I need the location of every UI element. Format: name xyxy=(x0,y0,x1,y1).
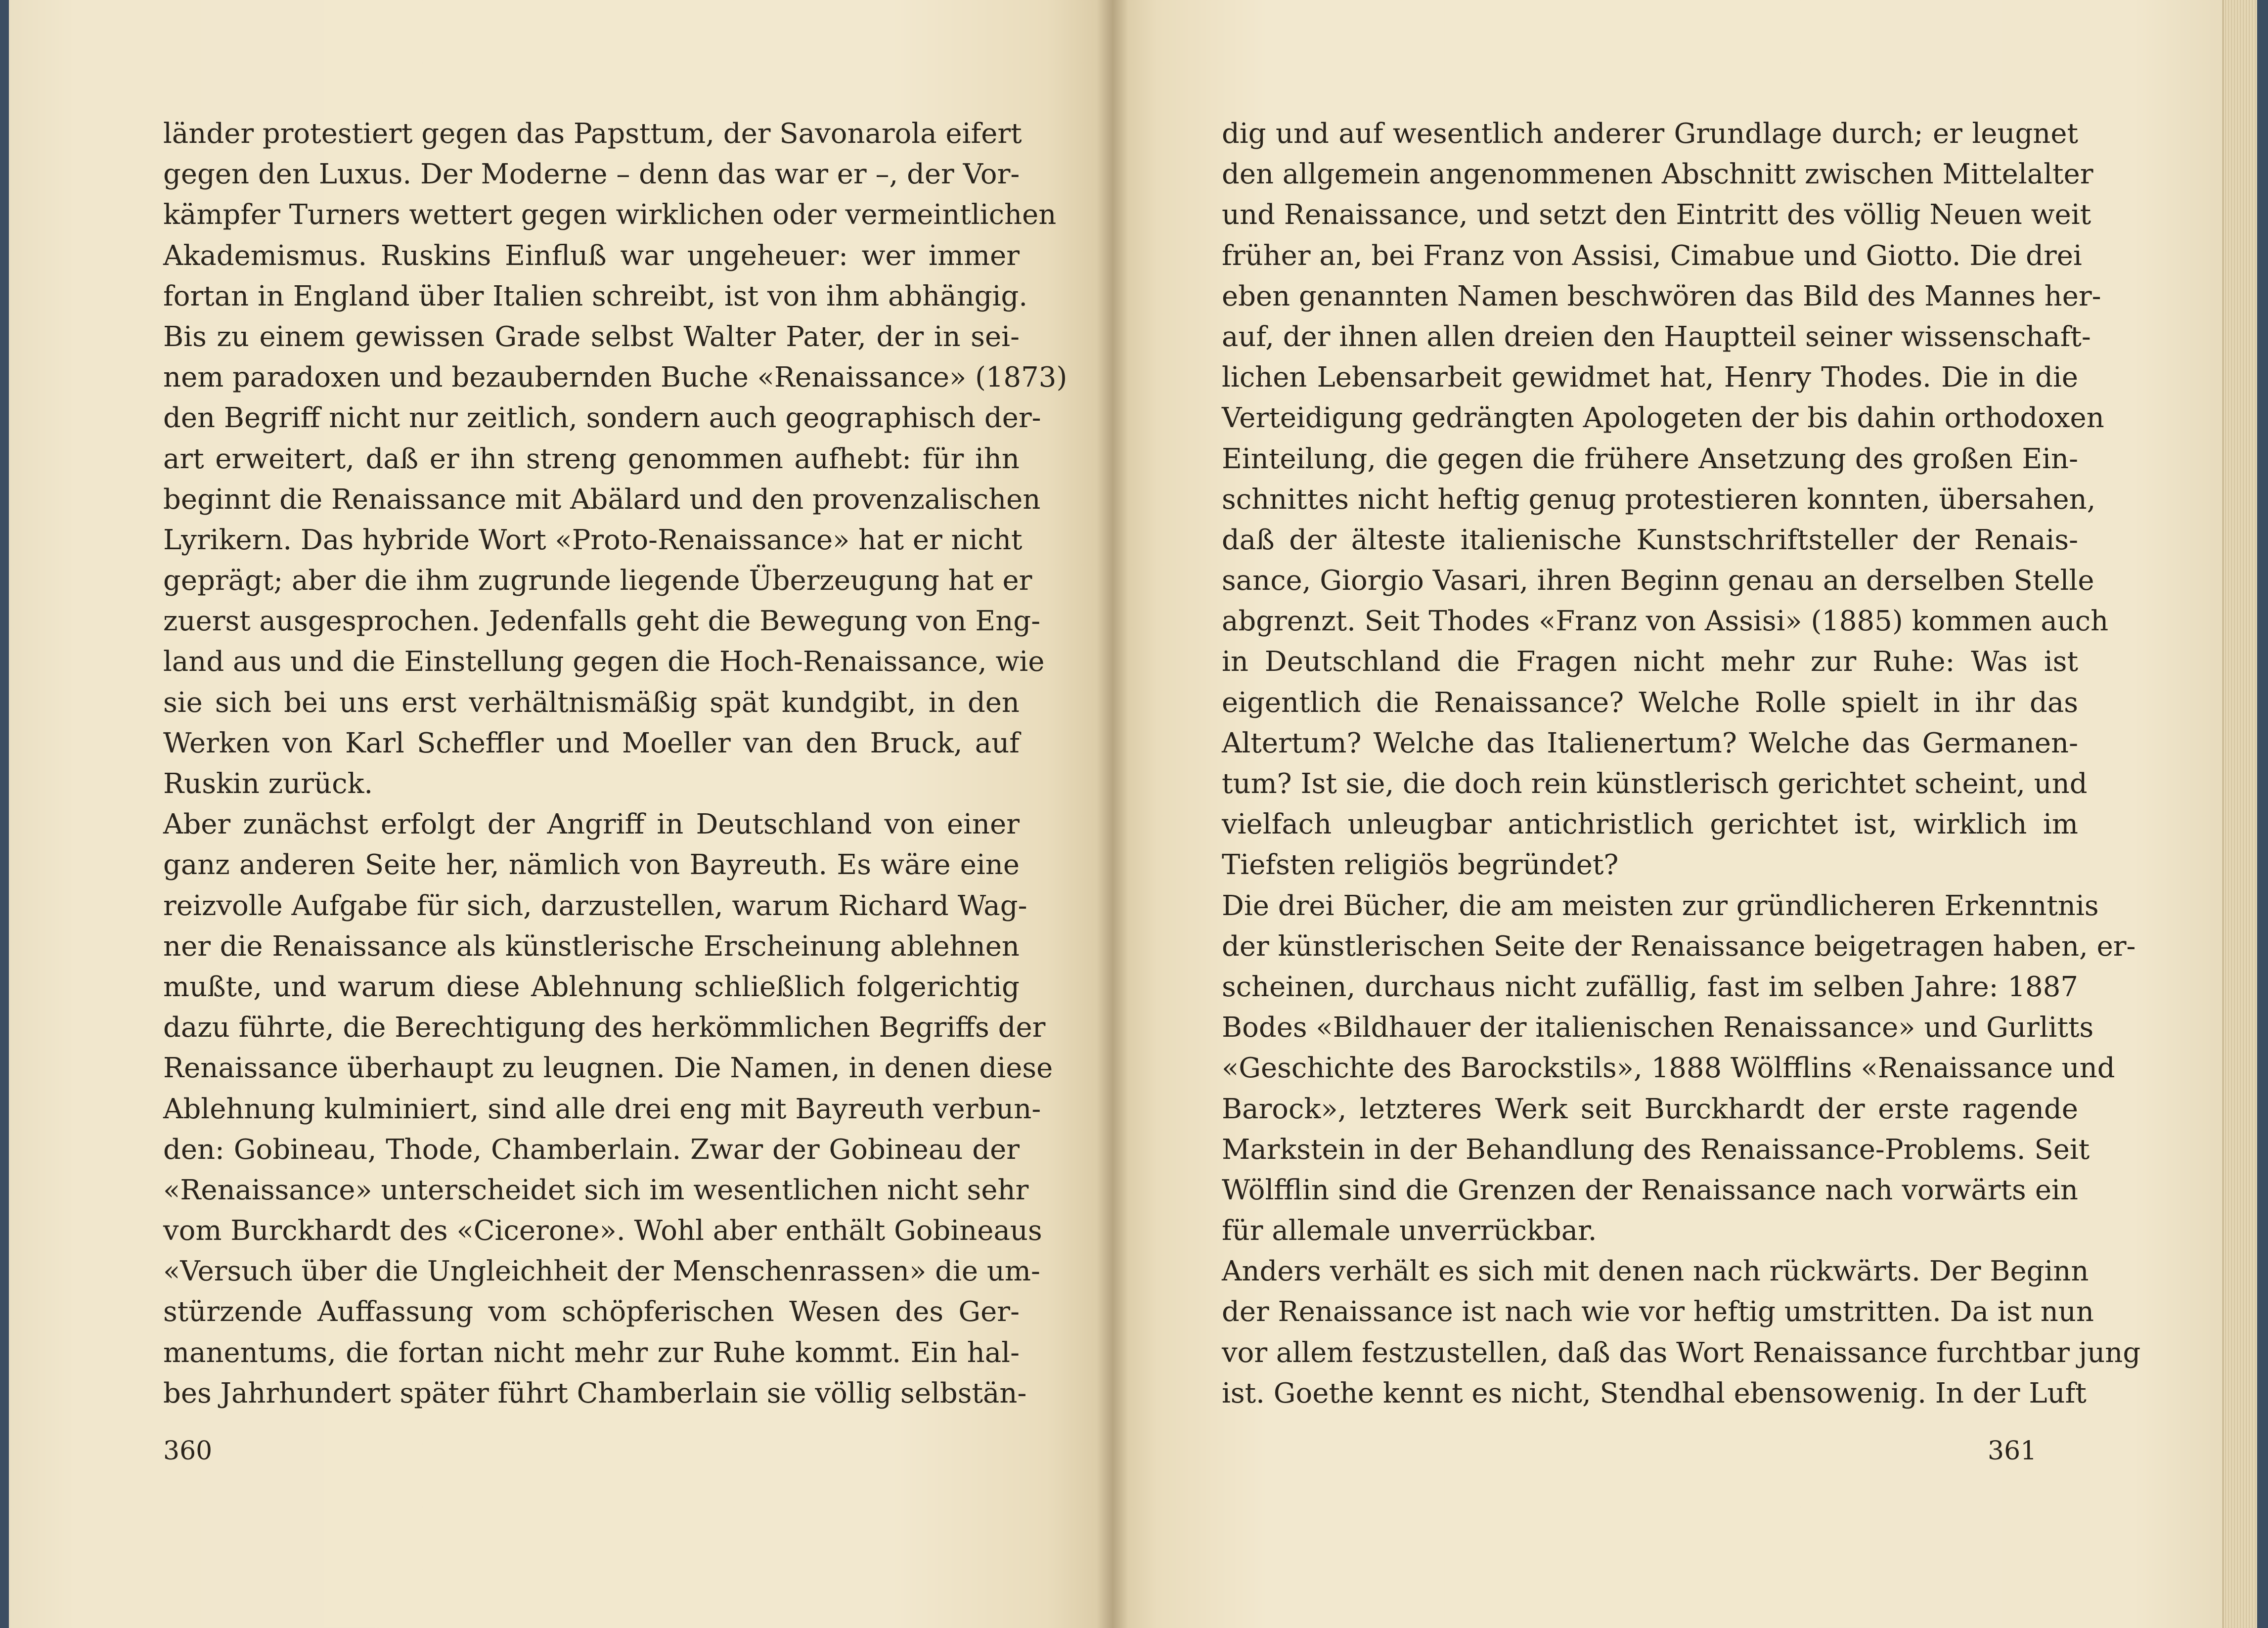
text-line: bes Jahrhundert später führt Chamberlain sie völlig selbstän- xyxy=(163,1377,1027,1409)
text-line: eben genannten Namen beschwören das Bild des Mannes her- xyxy=(1222,280,2101,312)
text-line: «Versuch über die Ungleichheit der Menschenrassen» die um- xyxy=(163,1255,1040,1288)
text-line: geprägt; aber die ihm zugrunde liegende Überzeugung hat er xyxy=(163,565,1032,597)
left-page xyxy=(9,0,1112,1628)
text-line: Verteidigung gedrängten Apologeten der bis dahin orthodoxen xyxy=(1222,402,2104,435)
text-line: dig und auf wesentlich anderer Grundlage durch; er leugnet xyxy=(1222,118,2078,150)
text-line: Barock», letzteres Werk seit Burckhardt der erste ragende xyxy=(1222,1093,2078,1125)
right-page-text xyxy=(1222,114,2141,1414)
text-line: Bis zu einem gewissen Grade selbst Walter Pater, der in sei- xyxy=(163,320,1020,353)
text-line: scheinen, durchaus nicht zufällig, fast im selben Jahre: 1887 xyxy=(1222,970,2078,1003)
text-line: art erweitert, daß er ihn streng genommen aufhebt: für ihn xyxy=(163,442,1020,475)
text-line: ist. Goethe kennt es nicht, Stendhal ebensowenig. In der Luft xyxy=(1222,1377,2087,1409)
text-line: Lyrikern. Das hybride Wort «Proto-Renaissance» hat er nicht xyxy=(163,524,1023,556)
text-line: daß der älteste italienische Kunstschriftsteller der Renais- xyxy=(1222,524,2078,556)
text-line: fortan in England über Italien schreibt, ist von ihm abhängig. xyxy=(163,280,1028,312)
text-line: reizvolle Aufgabe für sich, darzustellen, warum Richard Wag- xyxy=(163,889,1027,922)
text-line: und Renaissance, und setzt den Eintritt des völlig Neuen weit xyxy=(1222,199,2091,231)
text-line: abgrenzt. Seit Thodes «Franz von Assisi» (1885) kommen auch xyxy=(1222,605,2109,638)
right-page xyxy=(1112,0,2223,1628)
text-line: «Renaissance» unterscheidet sich im wesentlichen nicht sehr xyxy=(163,1174,1029,1206)
text-line: Wölfflin sind die Grenzen der Renaissance nach vorwärts ein xyxy=(1222,1174,2078,1206)
text-line: stürzende Auffassung vom schöpferischen Wesen des Ger- xyxy=(163,1296,1020,1328)
page-number-left: 360 xyxy=(163,1436,213,1466)
text-line: länder protestiert gegen das Papsttum, der Savonarola eifert xyxy=(163,118,1022,150)
text-line: den Begriff nicht nur zeitlich, sondern auch geographisch der- xyxy=(163,402,1041,435)
text-line: beginnt die Renaissance mit Abälard und den provenzalischen xyxy=(163,483,1041,516)
text-line: Markstein in der Behandlung des Renaissance-Problems. Seit xyxy=(1222,1133,2090,1166)
text-line: Tiefsten religiös begründet? xyxy=(1222,849,1619,881)
text-line: der Renaissance ist nach wie vor heftig umstritten. Da ist nun xyxy=(1222,1296,2094,1328)
text-line: auf, der ihnen allen dreien den Hauptteil seiner wissenschaft- xyxy=(1222,320,2091,353)
text-line: vielfach unleugbar antichristlich gerichtet ist, wirklich im xyxy=(1222,808,2078,841)
text-line: nem paradoxen und bezaubernden Buche «Renaissance» (1873) xyxy=(163,361,1067,394)
text-line: vor allem festzustellen, daß das Wort Renaissance furchtbar jung xyxy=(1222,1336,2141,1369)
text-line: Renaissance überhaupt zu leugnen. Die Namen, in denen diese xyxy=(163,1052,1053,1085)
text-line: Altertum? Welche das Italienertum? Welche das Germanen- xyxy=(1222,727,2078,759)
text-line: schnittes nicht heftig genug protestieren konnten, übersahen, xyxy=(1222,483,2096,516)
text-line: kämpfer Turners wettert gegen wirklichen oder vermeintlichen xyxy=(163,199,1057,231)
text-line: sance, Giorgio Vasari, ihren Beginn genau an derselben Stelle xyxy=(1222,565,2094,597)
text-line: in Deutschland die Fragen nicht mehr zur Ruhe: Was ist xyxy=(1222,646,2078,678)
text-line: gegen den Luxus. Der Moderne – denn das war er –, der Vor- xyxy=(163,158,1020,191)
text-line: den: Gobineau, Thode, Chamberlain. Zwar der Gobineau der xyxy=(163,1133,1020,1166)
page-number-right: 361 xyxy=(1988,1436,2037,1466)
left-page-text xyxy=(163,114,1067,1414)
text-line: Einteilung, die gegen die frühere Ansetzung des großen Ein- xyxy=(1222,442,2078,475)
text-line: sie sich bei uns erst verhältnismäßig spät kundgibt, in den xyxy=(163,686,1020,719)
text-line: ganz anderen Seite her, nämlich von Bayreuth. Es wäre eine xyxy=(163,849,1020,881)
text-line: lichen Lebensarbeit gewidmet hat, Henry Thodes. Die in die xyxy=(1222,361,2078,394)
text-line: Bodes «Bildhauer der italienischen Renaissance» und Gurlitts xyxy=(1222,1012,2094,1044)
text-line: «Geschichte des Barockstils», 1888 Wölfflins «Renaissance und xyxy=(1222,1052,2115,1085)
text-line: Aber zunächst erfolgt der Angriff in Deutschland von einer xyxy=(163,808,1020,841)
text-line: vom Burckhardt des «Cicerone». Wohl aber enthält Gobineaus xyxy=(163,1215,1042,1247)
text-line: land aus und die Einstellung gegen die Hoch-Renaissance, wie xyxy=(163,646,1045,678)
text-line: Anders verhält es sich mit denen nach rückwärts. Der Beginn xyxy=(1222,1255,2089,1288)
open-book-spread xyxy=(9,0,2256,1628)
text-line: für allemale unverrückbar. xyxy=(1222,1215,1597,1247)
text-line: dazu führte, die Berechtigung des herkömmlichen Begriffs der xyxy=(163,1012,1046,1044)
text-line: eigentlich die Renaissance? Welche Rolle spielt in ihr das xyxy=(1222,686,2078,719)
text-line: der künstlerischen Seite der Renaissance beigetragen haben, er- xyxy=(1222,930,2136,963)
book-gutter xyxy=(1097,0,1128,1628)
text-line: ner die Renaissance als künstlerische Erscheinung ablehnen xyxy=(163,930,1020,963)
page-edges xyxy=(2223,0,2257,1628)
text-line: Ablehnung kulminiert, sind alle drei eng mit Bayreuth verbun- xyxy=(163,1093,1041,1125)
text-line: Werken von Karl Scheffler und Moeller van den Bruck, auf xyxy=(163,727,1020,759)
text-line: Ruskin zurück. xyxy=(163,768,373,800)
text-line: zuerst ausgesprochen. Jedenfalls geht die Bewegung von Eng- xyxy=(163,605,1041,638)
text-line: mußte, und warum diese Ablehnung schließlich folgerichtig xyxy=(163,970,1020,1003)
text-line: früher an, bei Franz von Assisi, Cimabue und Giotto. Die drei xyxy=(1222,239,2082,272)
text-line: manentums, die fortan nicht mehr zur Ruhe kommt. Ein hal- xyxy=(163,1336,1020,1369)
text-line: den allgemein angenommenen Abschnitt zwischen Mittelalter xyxy=(1222,158,2093,191)
text-line: tum? Ist sie, die doch rein künstlerisch gerichtet scheint, und xyxy=(1222,768,2088,800)
text-line: Akademismus. Ruskins Einfluß war ungeheuer: wer immer xyxy=(163,239,1020,272)
text-line: Die drei Bücher, die am meisten zur gründlicheren Erkenntnis xyxy=(1222,889,2099,922)
